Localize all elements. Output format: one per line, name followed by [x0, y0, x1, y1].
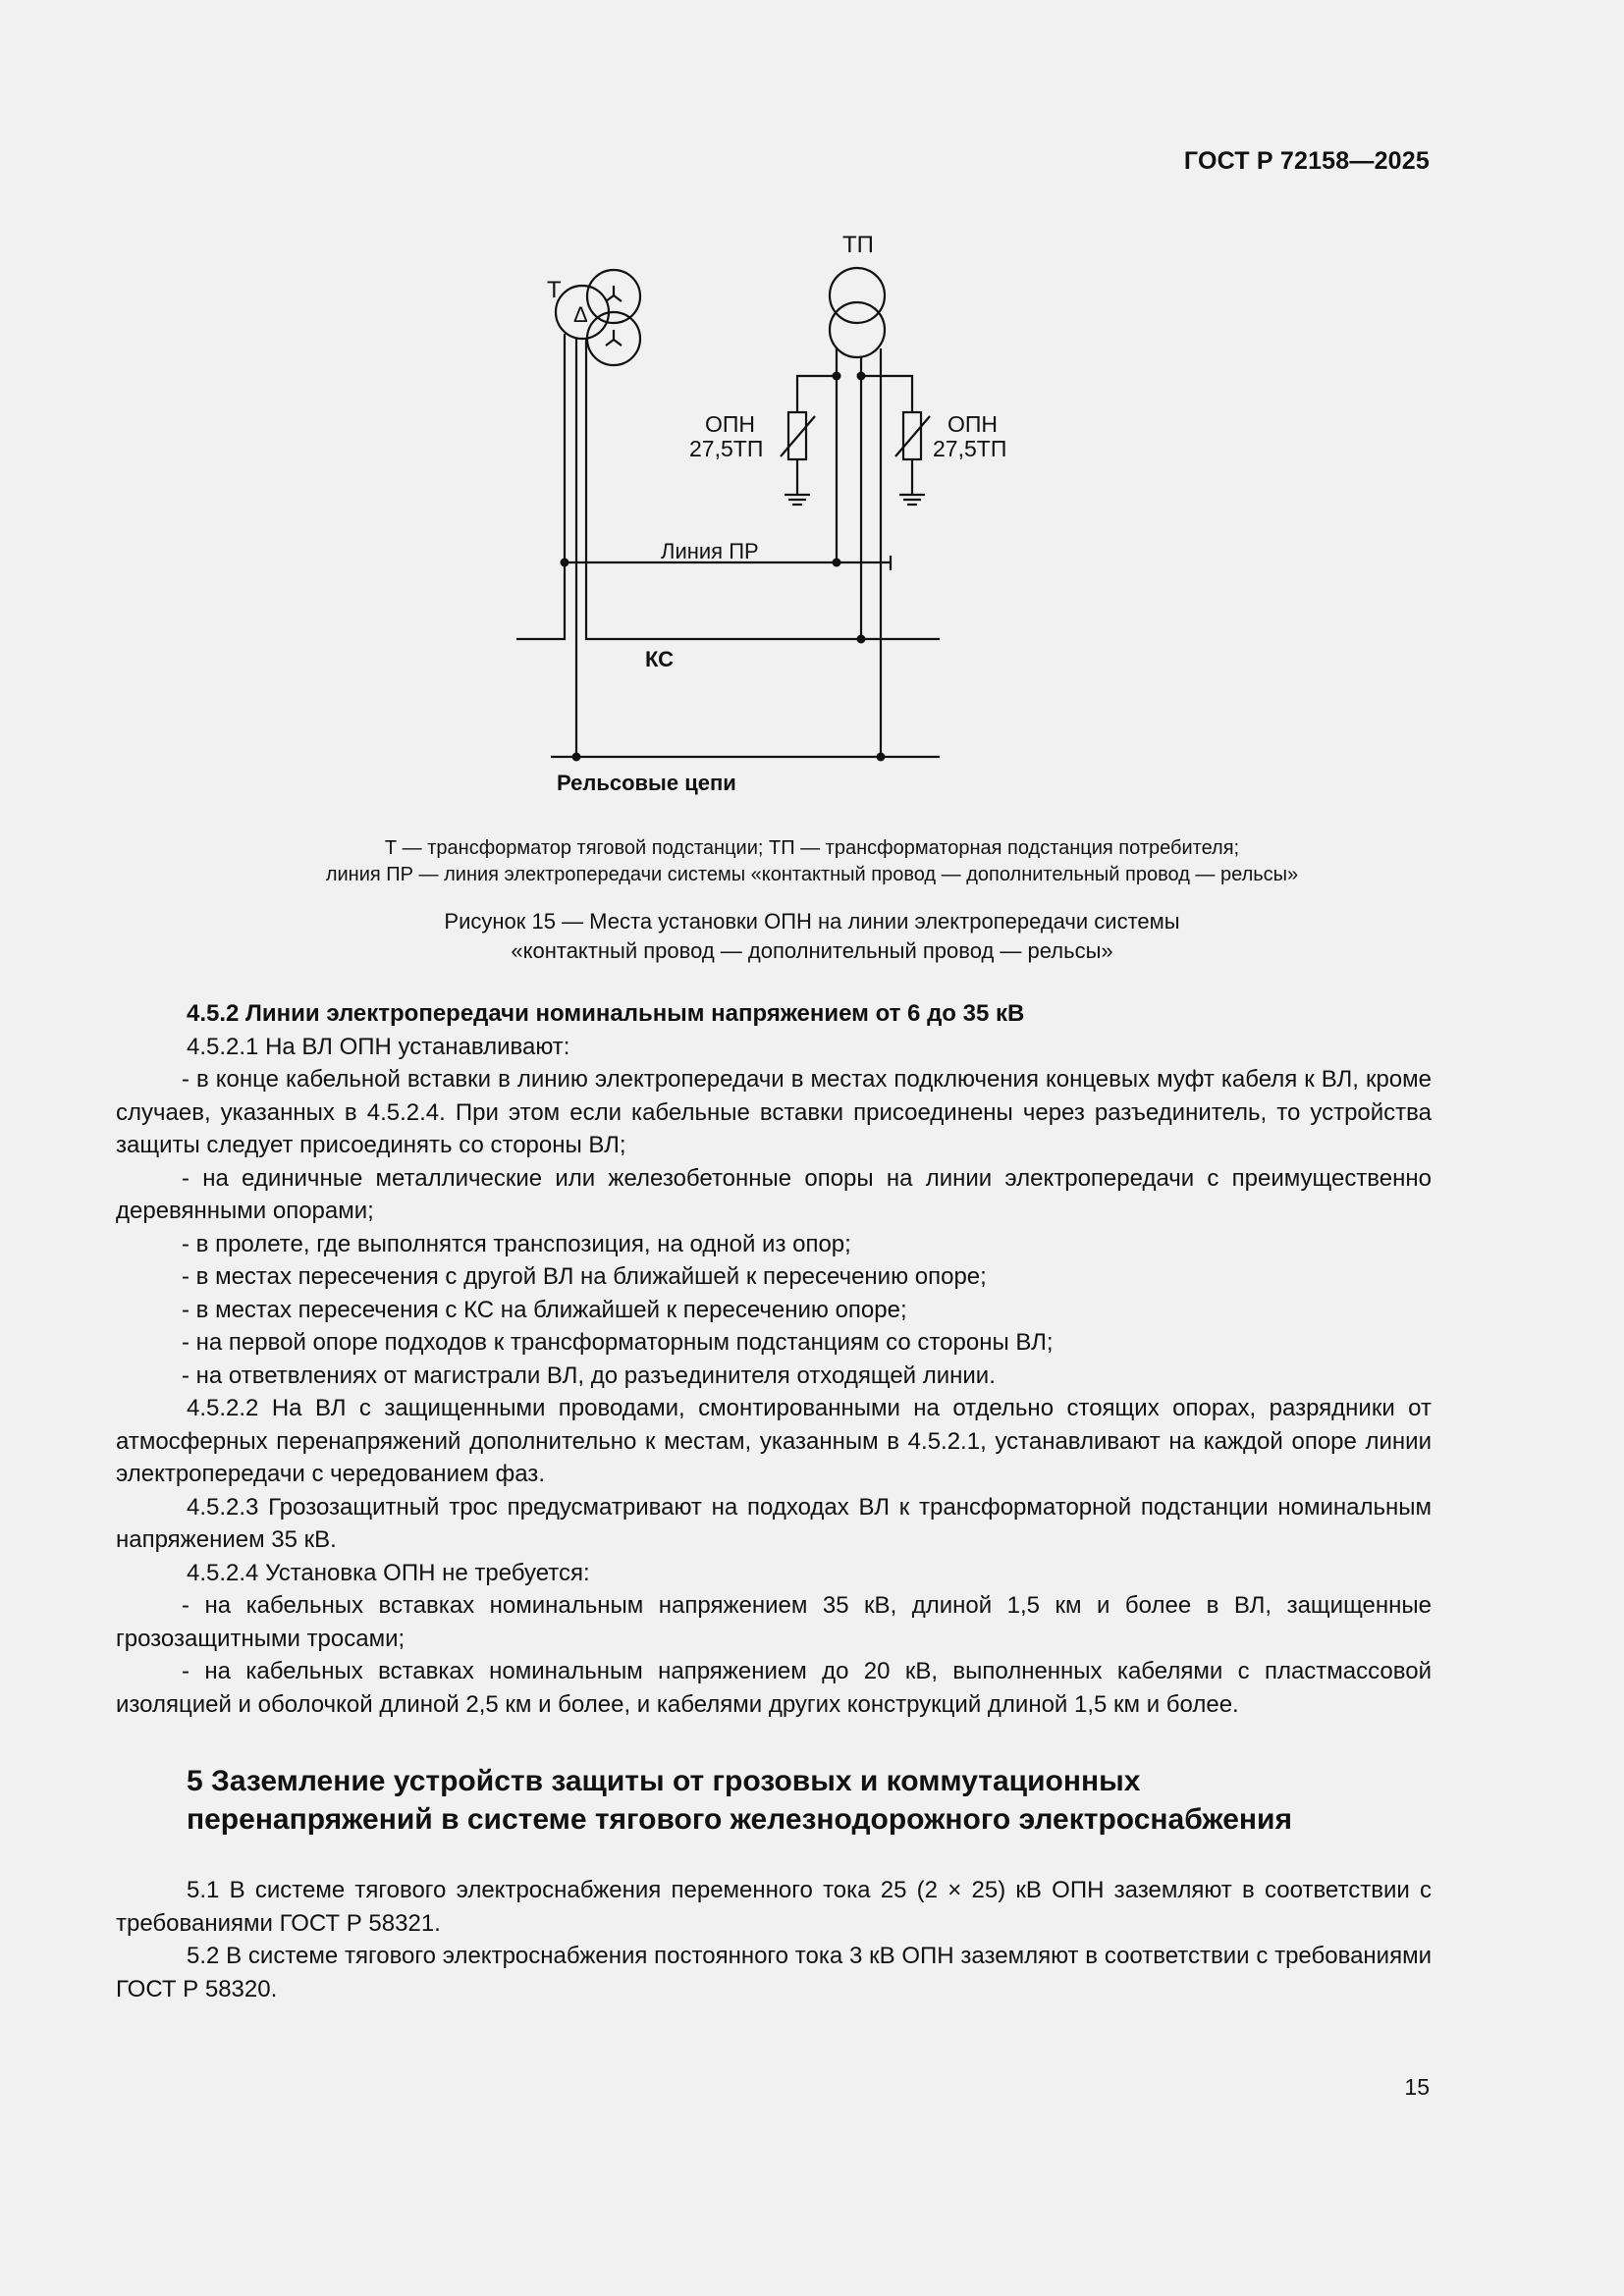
list-item: - на единичные металлические или железобетонные опоры на линии электропередачи с преимущественно деревянными опорами; — [116, 1164, 1432, 1224]
arrester-right-branch — [861, 376, 912, 412]
paragraph-4-5-2-1: 4.5.2.1 На ВЛ ОПН устанавливают: — [187, 1033, 570, 1060]
caption-line-2: «контактный провод — дополнительный провод — рельсы» — [511, 938, 1113, 963]
arrester-right-nonlinear-mark — [895, 416, 930, 456]
junction-dot — [561, 559, 569, 567]
list-item: - на ответвлениях от магистрали ВЛ, до разъединителя отходящей линии. — [182, 1362, 996, 1389]
document-code: ГОСТ Р 72158—2025 — [1183, 147, 1430, 175]
list-item: - в пролете, где выполнятся транспозиция, на одной из опор; — [182, 1230, 851, 1257]
paragraph-4-5-2-3: 4.5.2.3 Грозозащитный трос предусматривают на подходах ВЛ к трансформаторной подстанции номинальным напряжением 35 кВ. — [116, 1493, 1432, 1553]
transformer-tp-lower-winding — [830, 302, 885, 357]
figure-legend — [0, 835, 1624, 888]
delta-symbol: Δ — [573, 302, 588, 327]
junction-dot — [833, 372, 841, 381]
section-heading-4-5-2: 4.5.2 Линии электропередачи номинальным напряжением от 6 до 35 кВ — [187, 1000, 1025, 1027]
t-lead-to-line-pr — [516, 334, 565, 639]
caption-line-1: Рисунок 15 — Места установки ОПН на линии электропередачи системы — [444, 909, 1180, 934]
legend-line-2: линия ПР — линия электропередачи системы «контактный провод — дополнительный провод — рельсы» — [325, 864, 1299, 885]
arrester-right-label-2: 27,5ТП — [933, 436, 1007, 461]
transformer-tp-upper-winding — [830, 268, 885, 323]
list-item: - на первой опоре подходов к трансформаторным подстанциям со стороны ВЛ; — [182, 1329, 1054, 1356]
paragraph-5-2: 5.2 В системе тягового электроснабжения постоянного тока 3 кВ ОПН заземляют в соответствии с требованиями ГОСТ Р 58320. — [116, 1943, 1432, 2002]
circuit-diagram — [0, 221, 1624, 810]
list-item: - в конце кабельной вставки в линию электропередачи в местах подключения концевых муфт кабеля к ВЛ, кроме случаев, указанных в 4.5.2.4. При этом если кабельные вставки присоединены через разъединитель, то устройства защиты следует присоединять со стороны ВЛ; — [116, 1066, 1432, 1158]
label-line-pr: Линия ПР — [661, 539, 759, 563]
label-rails: Рельсовые цепи — [557, 771, 736, 795]
document-body — [116, 997, 1432, 2005]
label-t: Т — [547, 277, 562, 303]
junction-dot — [877, 753, 886, 762]
arrester-left-nonlinear-mark — [781, 416, 815, 456]
arrester-left-label-2: 27,5ТП — [689, 436, 764, 461]
label-tp: ТП — [842, 232, 874, 258]
paragraph-4-5-2-4: 4.5.2.4 Установка ОПН не требуется: — [187, 1559, 590, 1586]
page-number: 15 — [1404, 2074, 1430, 2100]
star-symbol-upper — [606, 286, 622, 301]
paragraph-5-1: 5.1 В системе тягового электроснабжения переменного тока 25 (2 × 25) кВ ОПН заземляют в соответствии с требованиями ГОСТ Р 58321. — [116, 1877, 1432, 1937]
paragraph-4-5-2-2: 4.5.2.2 На ВЛ с защищенными проводами, смонтированными на отдельно стоящих опорах, разрядники от атмосферных перенапряжений дополнительно к местам, указанным в 4.5.2.1, устанавливают на каждой опоре линии электропередачи с чередованием фаз. — [116, 1395, 1432, 1487]
list-item: - в местах пересечения с другой ВЛ на ближайшей к пересечению опоре; — [182, 1263, 987, 1290]
section-heading-5-line-1: 5 Заземление устройств защиты от грозовых и коммутационных — [187, 1765, 1141, 1797]
arrester-left-label-1: ОПН — [705, 411, 756, 437]
junction-dot — [572, 753, 581, 762]
list-item: - на кабельных вставках номинальным напряжением до 20 кВ, выполненных кабелями с пластмассовой изоляцией и оболочкой длиной 2,5 км и более, и кабелями других конструкций длиной 1,5 км и более. — [116, 1658, 1432, 1718]
list-item: - в местах пересечения с КС на ближайшей к пересечению опоре; — [182, 1296, 907, 1323]
figure-caption — [0, 907, 1624, 966]
section-heading-5 — [187, 1762, 1432, 1839]
t-lead-to-ks — [586, 338, 940, 639]
section-heading-5-line-2: перенапряжений в системе тягового железнодорожного электроснабжения — [187, 1803, 1292, 1836]
arrester-right-label-1: ОПН — [947, 411, 999, 437]
figure-15 — [0, 221, 1624, 810]
list-item: - на кабельных вставках номинальным напряжением 35 кВ, длиной 1,5 км и более в ВЛ, защищенные грозозащитными тросами; — [116, 1592, 1432, 1652]
star-symbol-lower — [606, 330, 622, 346]
junction-dot — [857, 635, 866, 644]
legend-line-1: Т — трансформатор тяговой подстанции; ТП — трансформаторная подстанция потребителя; — [384, 837, 1240, 859]
label-ks: КС — [645, 647, 675, 671]
junction-dot — [833, 559, 841, 567]
junction-dot — [857, 372, 866, 381]
arrester-left-branch — [797, 376, 837, 412]
